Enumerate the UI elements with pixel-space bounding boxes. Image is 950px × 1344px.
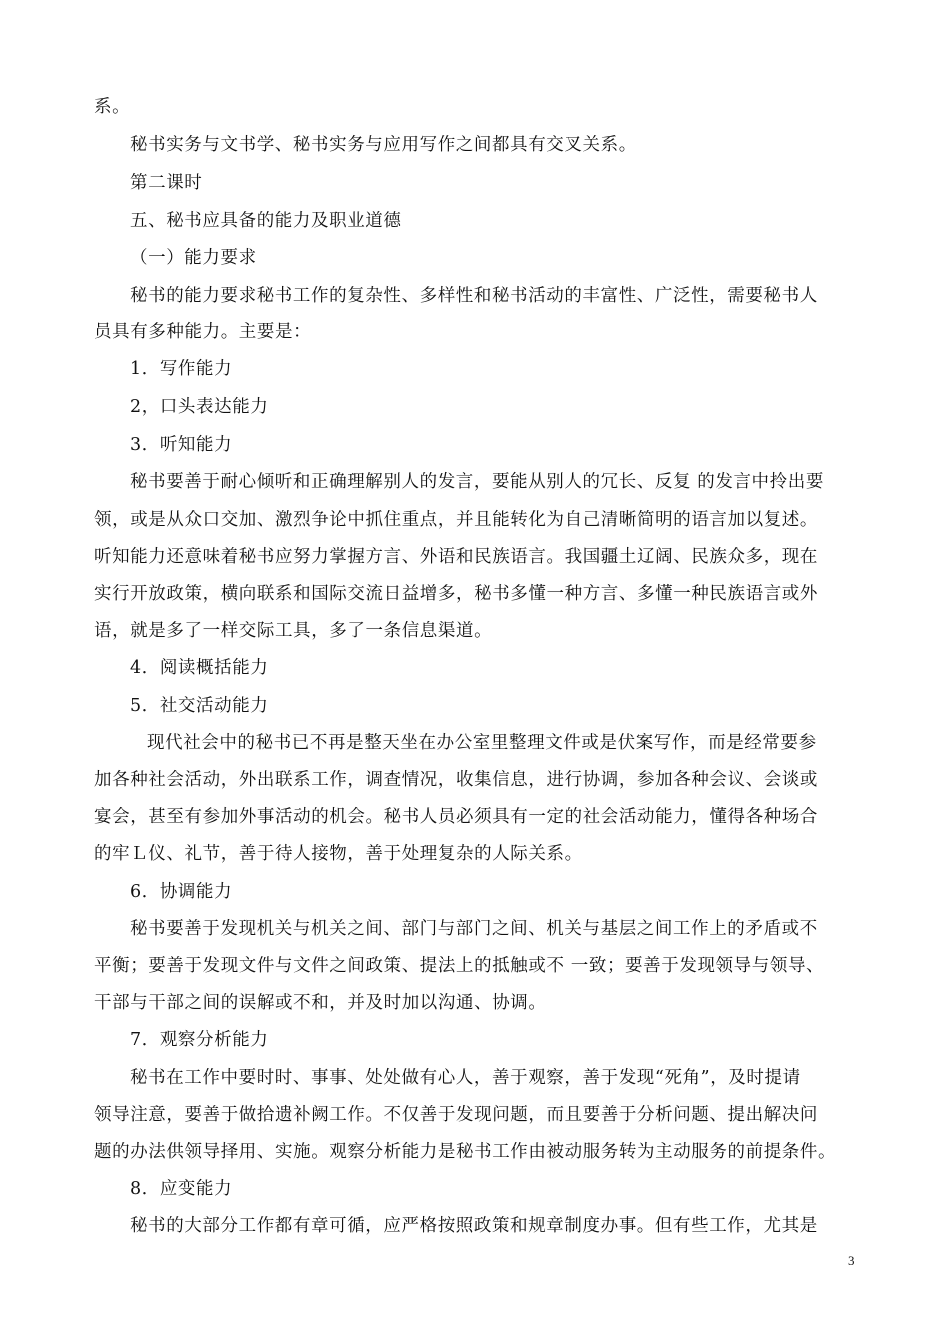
paragraph-line: 宴会，甚至有参加外事活动的机会。秘书人员必须具有一定的社会活动能力，懂得各种场合 <box>94 807 818 827</box>
list-item-heading: 6．协调能力 <box>130 882 233 902</box>
paragraph-line: 的牢Ｌ仪、礼节，善于待人接物，善于处理复杂的人际关系。 <box>94 844 583 864</box>
paragraph-line: 秘书的能力要求秘书工作的复杂性、多样性和秘书活动的丰富性、广泛性，需要秘书人 <box>130 286 818 306</box>
paragraph-line: 平衡；要善于发现文件与文件之间政策、提法上的抵触或不 一致；要善于发现领导与领导、 <box>94 956 825 976</box>
list-item-heading: 8．应变能力 <box>130 1179 233 1199</box>
paragraph-line: 题的办法供领导择用、实施。观察分析能力是秘书工作由被动服务转为主动服务的前提条件。 <box>94 1142 837 1162</box>
subsection-heading: （一）能力要求 <box>130 248 257 268</box>
paragraph-line: 语，就是多了一样交际工具，多了一条信息渠道。 <box>94 621 493 641</box>
paragraph-line: 现代社会中的秘书已不再是整天坐在办公室里整理文件或是伏案写作，而是经常要参 <box>147 733 817 753</box>
paragraph-line: 听知能力还意味着秘书应努力掌握方言、外语和民族语言。我国疆土辽阔、民族众多，现在 <box>94 547 818 567</box>
list-item-heading: 3．听知能力 <box>130 435 233 455</box>
paragraph-line: 实行开放政策，横向联系和国际交流日益增多，秘书多懂一种方言、多懂一种民族语言或外 <box>94 584 818 604</box>
paragraph-line: 秘书要善于耐心倾听和正确理解别人的发言，要能从别人的冗长、反复 的发言中拎出要 <box>130 472 824 492</box>
section-heading: 第二课时 <box>130 173 203 193</box>
paragraph-line: 秘书要善于发现机关与机关之间、部门与部门之间、机关与基层之间工作上的矛盾或不 <box>130 919 818 939</box>
paragraph-line: 系。 <box>94 97 131 117</box>
paragraph-line: 领导注意，要善于做拾遗补阙工作。不仅善于发现问题，而且要善于分析问题、提出解决问 <box>94 1105 818 1125</box>
list-item-heading: 1．写作能力 <box>130 359 233 379</box>
list-item-heading: 7．观察分析能力 <box>130 1030 269 1050</box>
paragraph-line: 员具有多种能力。主要是： <box>94 322 312 342</box>
section-heading: 五、秘书应具备的能力及职业道德 <box>130 211 402 231</box>
list-item-heading: 2，口头表达能力 <box>130 397 269 417</box>
paragraph-line: 领，或是从众口交加、激烈争论中抓住重点，并且能转化为自己清晰简明的语言加以复述。 <box>94 510 818 530</box>
list-item-heading: 5．社交活动能力 <box>130 696 269 716</box>
paragraph-line: 秘书的大部分工作都有章可循，应严格按照政策和规章制度办事。但有些工作，尤其是 <box>130 1216 818 1236</box>
paragraph-line: 加各种社会活动，外出联系工作，调查情况，收集信息，进行协调，参加各种会议、会谈或 <box>94 770 818 790</box>
paragraph-line: 秘书实务与文书学、秘书实务与应用写作之间都具有交叉关系。 <box>130 135 637 155</box>
page-number: 3 <box>848 1253 855 1268</box>
list-item-heading: 4．阅读概括能力 <box>130 658 269 678</box>
paragraph-line: 秘书在工作中要时时、事事、处处做有心人，善于观察，善于发现“死角”，及时提请 <box>130 1068 801 1088</box>
paragraph-line: 干部与干部之间的误解或不和，并及时加以沟通、协调。 <box>94 993 547 1013</box>
